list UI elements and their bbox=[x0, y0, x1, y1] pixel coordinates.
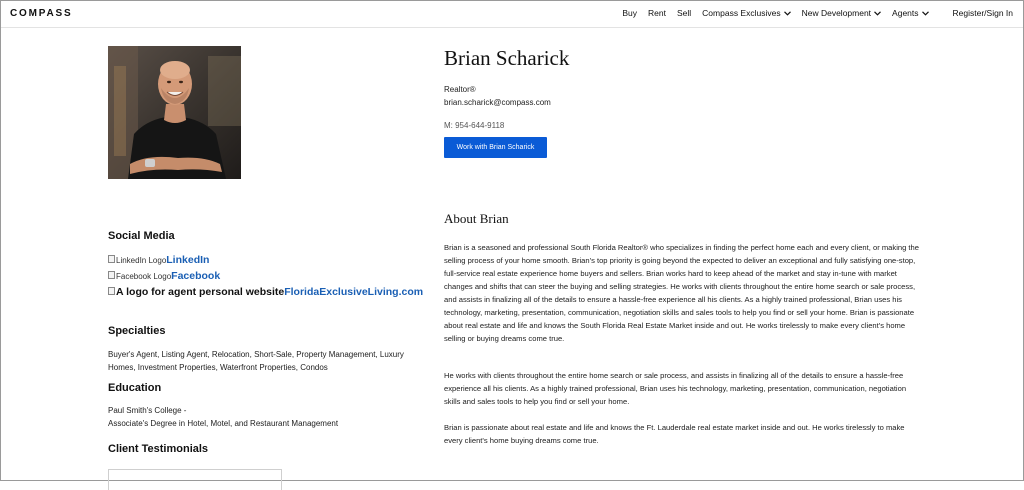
broken-image-icon bbox=[108, 287, 116, 295]
linkedin-logo-alt: LinkedIn Logo bbox=[116, 256, 167, 265]
nav-sell[interactable]: Sell bbox=[676, 8, 692, 18]
agent-photo bbox=[108, 46, 241, 179]
about-paragraph-1: Brian is a seasoned and professional South Florida Realtor® who specializes in finding the perfect home each and every client, or making the selling process of your home smooth. Brian's top priority is going beyond the expected to deliver an exceptional and fully satisfying one-stop, full-service real estate experience home buyers and sellers. Brian works hard to keep ahead of the market and stay in-tune with market changes and shifts that can steer the buying and selling strategies. He works with clients throughout the entire home search or sale process, and assists in finalizing all of the details to ensure a hassle-free experience all his clients. As a highly trained professional, Brian uses his technology, marketing, presentation, communication, negotiation skills and sales tools to help you find or sell your home. Brian is passionate about real estate and life and knows the South Florida Real Estate Market inside and out. He works tirelessly to make every client's home selling or buying dreams come true. bbox=[444, 243, 919, 343]
nav-new-development[interactable] bbox=[802, 8, 881, 18]
agent-phone[interactable]: M: 954-644-9118 bbox=[444, 121, 505, 130]
agent-email[interactable]: brian.scharick@compass.com bbox=[444, 98, 551, 107]
work-with-agent-button[interactable]: Work with Brian Scharick bbox=[444, 137, 547, 158]
about-heading: About Brian bbox=[444, 211, 509, 226]
nav-register-sign-in[interactable]: Register/Sign In bbox=[952, 8, 1013, 18]
client-testimonials-heading: Client Testimonials bbox=[108, 443, 209, 455]
website-row[interactable] bbox=[108, 286, 423, 298]
nav-rent[interactable]: Rent bbox=[648, 8, 666, 18]
broken-image-icon bbox=[108, 255, 116, 263]
nav-compass-exclusives-label: Compass Exclusives bbox=[702, 8, 781, 18]
education-heading: Education bbox=[108, 382, 162, 394]
education-degree: Associate's Degree in Hotel, Motel, and Restaurant Management bbox=[108, 419, 339, 428]
social-media-heading: Social Media bbox=[108, 230, 175, 242]
broken-image-icon bbox=[108, 271, 116, 279]
nav-links bbox=[611, 8, 1013, 18]
about-paragraph-2: He works with clients throughout the entire home search or sale process, and assists in finalizing all of the details to ensure a hassle-free experience all his clients. As a highly trained professional, Brian uses his technology, marketing, presentation, communication, negotiation skills and sales tools to help you find or sell your home. bbox=[444, 371, 907, 406]
nav-new-development-label: New Development bbox=[801, 8, 872, 18]
education-school: Paul Smith's College - bbox=[108, 406, 187, 415]
linkedin-row[interactable] bbox=[108, 254, 209, 266]
agent-title: Realtor® bbox=[444, 85, 476, 94]
linkedin-link[interactable]: LinkedIn bbox=[166, 254, 210, 266]
chevron-down-icon bbox=[922, 11, 929, 16]
testimonial-card bbox=[108, 469, 282, 490]
website-link[interactable]: FloridaExclusiveLiving.com bbox=[284, 286, 424, 298]
compass-logo[interactable]: COMPASS bbox=[10, 8, 73, 19]
nav-compass-exclusives[interactable] bbox=[702, 8, 790, 18]
nav-agents-label: Agents bbox=[892, 8, 919, 18]
chevron-down-icon bbox=[874, 11, 881, 16]
nav-buy[interactable]: Buy bbox=[622, 8, 638, 18]
website-logo-alt: A logo for agent personal website bbox=[116, 286, 285, 298]
about-paragraph-3: Brian is passionate about real estate and life and knows the Ft. Lauderdale real estate market inside and out. He works tirelessly to make every client's home buying dreams come true. bbox=[444, 423, 905, 445]
specialties-heading: Specialties bbox=[108, 325, 166, 337]
top-nav bbox=[1, 1, 1023, 28]
nav-agents[interactable] bbox=[892, 8, 928, 18]
agent-photo-illustration bbox=[108, 46, 241, 179]
specialties-text: Buyer's Agent, Listing Agent, Relocation, Short-Sale, Property Management, Luxury Homes, Investment Properties, Waterfront Properties, Condos bbox=[108, 350, 404, 372]
agent-name: Brian Scharick bbox=[444, 46, 570, 70]
facebook-link[interactable]: Facebook bbox=[171, 270, 221, 282]
chevron-down-icon bbox=[784, 11, 791, 16]
facebook-logo-alt: Facebook Logo bbox=[116, 272, 172, 281]
facebook-row[interactable] bbox=[108, 270, 220, 282]
